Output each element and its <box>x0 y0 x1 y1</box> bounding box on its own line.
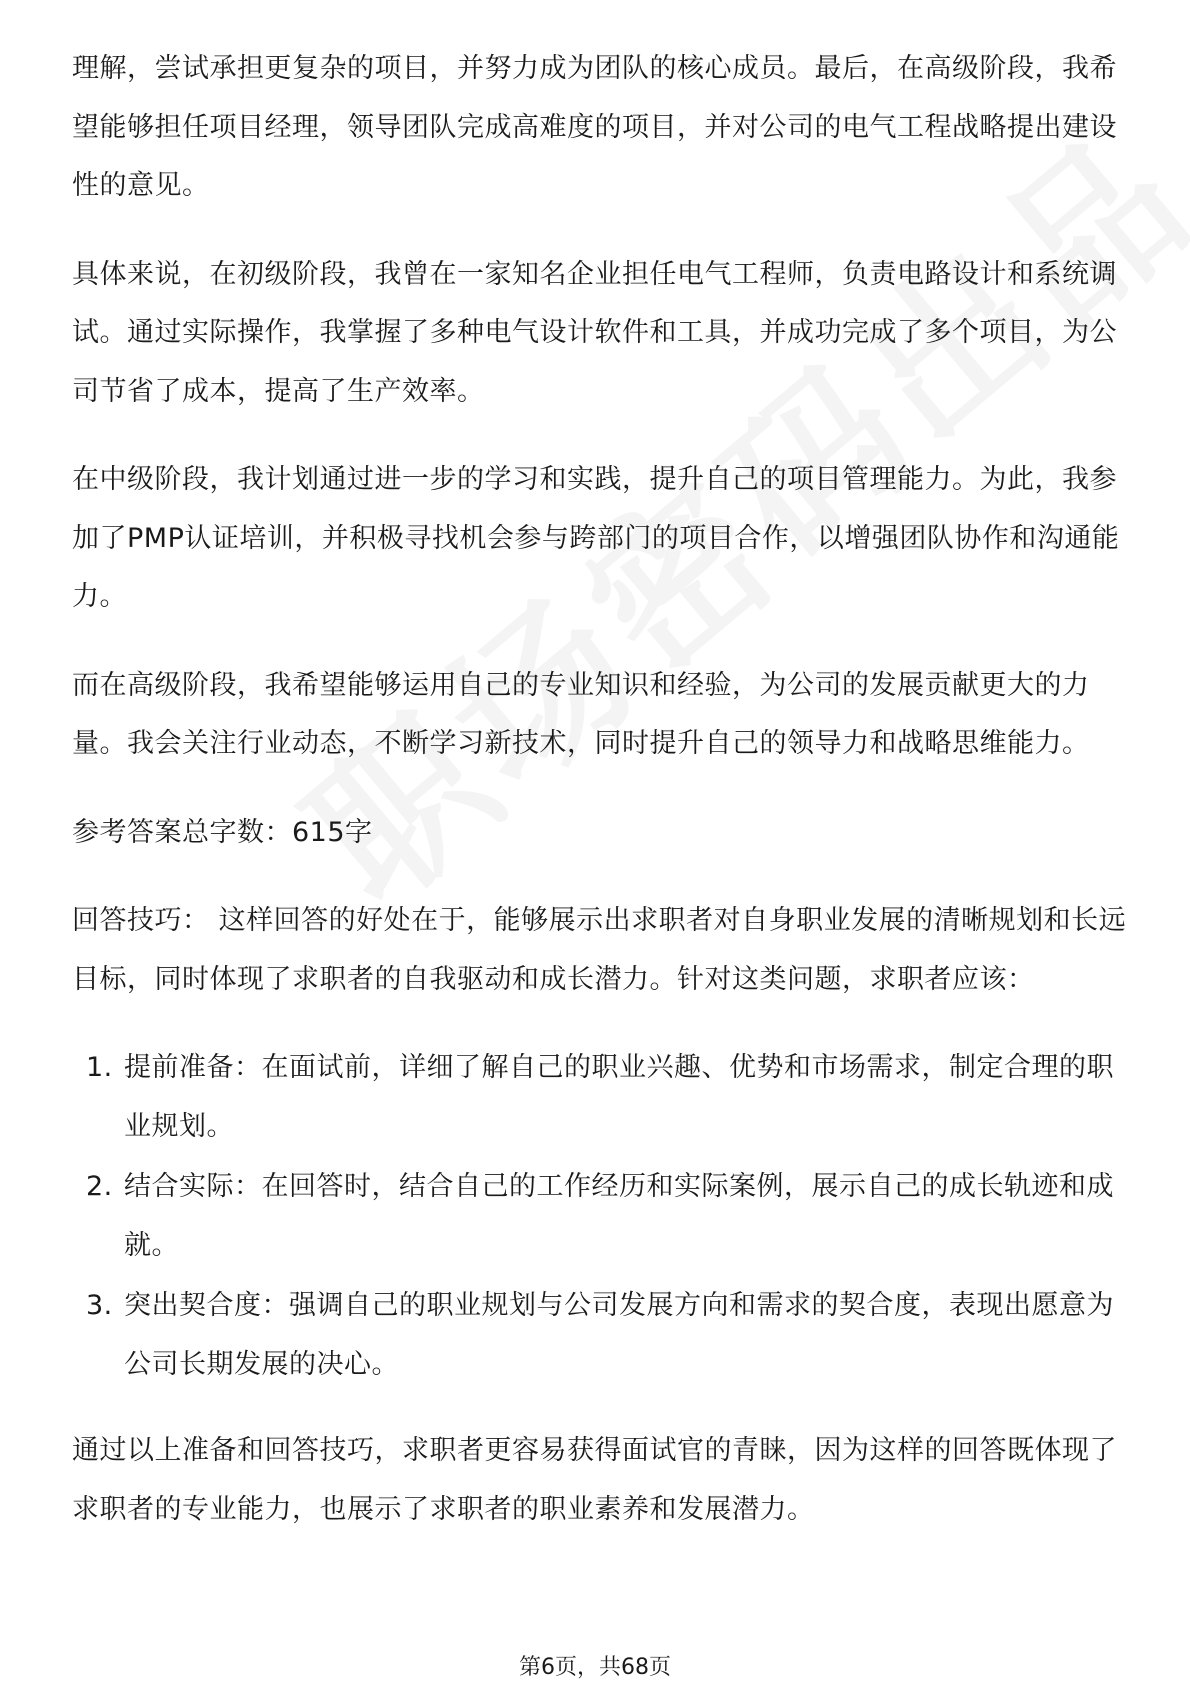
paragraph-3: 在中级阶段，我计划通过进一步的学习和实践，提升自己的项目管理能力。为此，我参加了PMP认证培训，并积极寻找机会参与跨部门的项目合作，以增强团队协作和沟通能力。 <box>72 464 1120 612</box>
word-count: 参考答案总字数：615字 <box>72 816 373 848</box>
page-footer: 第6页，共68页 <box>519 1655 671 1680</box>
list-item <box>72 1277 1132 1394</box>
list-number: 2. <box>86 1171 113 1202</box>
list-number: 1. <box>86 1052 113 1083</box>
paragraph-2: 具体来说，在初级阶段，我曾在一家知名企业担任电气工程师，负责电路设计和系统调试。通过实际操作，我掌握了多种电气设计软件和工具，并成功完成了多个项目，为公司节省了成本，提高了生产效率。 <box>72 258 1117 407</box>
paragraph-1: 理解，尝试承担更复杂的项目，并努力成为团队的核心成员。最后，在高级阶段，我希望能够担任项目经理，领导团队完成高难度的项目，并对公司的电气工程战略提出建设性的意见。 <box>72 53 1117 201</box>
list-item-text: 突出契合度：强调自己的职业规划与公司发展方向和需求的契合度，表现出愿意为公司长期发展的决心。 <box>124 1290 1114 1380</box>
tips-intro: 回答技巧： 这样回答的好处在于，能够展示出求职者对自身职业发展的清晰规划和长远目标，同时体现了求职者的自我驱动和成长潜力。针对这类问题，求职者应该： <box>72 905 1127 995</box>
tips-list <box>72 1039 1132 1394</box>
list-item-text: 结合实际：在回答时，结合自己的工作经历和实际案例，展示自己的成长轨迹和成就。 <box>124 1171 1114 1261</box>
list-item <box>72 1158 1132 1275</box>
list-item-text: 提前准备：在面试前，详细了解自己的职业兴趣、优势和市场需求，制定合理的职业规划。 <box>124 1052 1114 1142</box>
list-number: 3. <box>86 1290 113 1321</box>
document-page <box>72 40 1132 1569</box>
list-item <box>72 1039 1132 1156</box>
conclusion-paragraph: 通过以上准备和回答技巧，求职者更容易获得面试官的青睐，因为这样的回答既体现了求职者的专业能力，也展示了求职者的职业素养和发展潜力。 <box>72 1435 1117 1525</box>
paragraph-4: 而在高级阶段，我希望能够运用自己的专业知识和经验，为公司的发展贡献更大的力量。我会关注行业动态，不断学习新技术，同时提升自己的领导力和战略思维能力。 <box>72 669 1090 759</box>
